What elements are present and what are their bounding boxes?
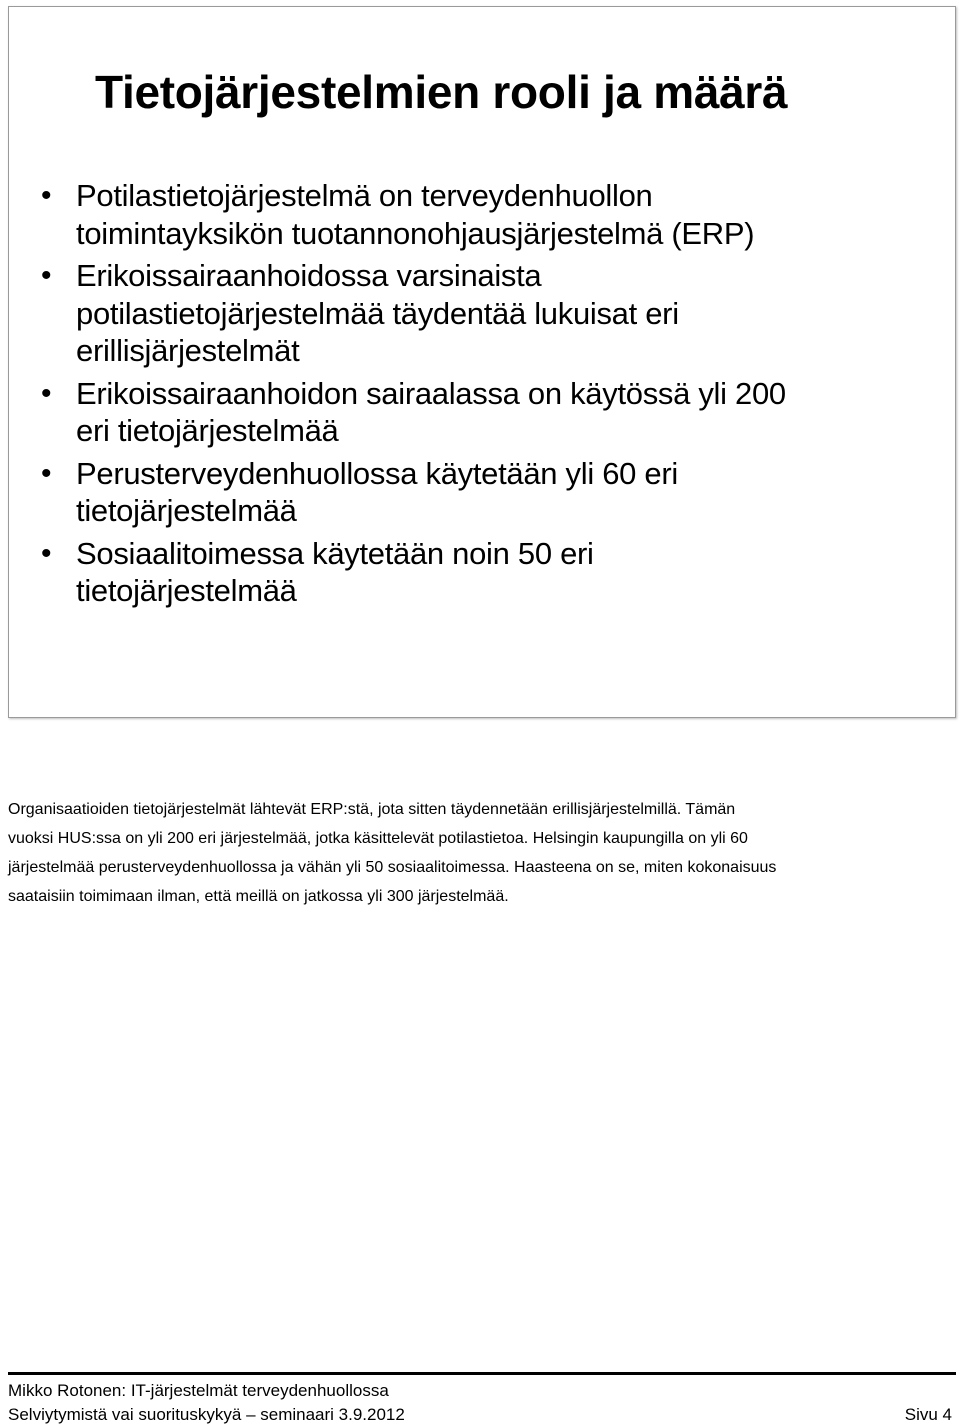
bullet-line: Potilastietojärjestelmä on terveydenhuollon xyxy=(76,178,653,213)
bullet-line: Erikoissairaanhoidon sairaalassa on käytössä yli 200 xyxy=(76,375,786,411)
bullet-line: Erikoissairaanhoidossa varsinaista xyxy=(76,258,542,293)
body-line: järjestelmää perusterveydenhuollossa ja vähän yli 50 sosiaalitoimessa. Haasteena on se, miten kokonaisuus xyxy=(8,859,777,876)
body-paragraph xyxy=(8,795,956,911)
bullet-dot-icon: • xyxy=(41,376,52,410)
bullet-line: tietojärjestelmää xyxy=(76,493,297,528)
footer-divider xyxy=(8,1372,956,1375)
page-footer xyxy=(8,1379,952,1427)
body-line: saataisiin toimimaan ilman, että meillä on jatkossa yli 300 järjestelmää. xyxy=(8,888,509,905)
footer-seminar: Selviytymistä vai suorituskykyä – seminaari 3.9.2012 xyxy=(8,1405,405,1424)
slide-bullet xyxy=(37,455,937,530)
bullet-line: potilastietojärjestelmää täydentää lukuisat eri xyxy=(76,295,679,331)
footer-author-title: Mikko Rotonen: IT-järjestelmät terveydenhuollossa xyxy=(8,1381,389,1400)
bullet-dot-icon: • xyxy=(41,259,52,292)
bullet-dot-icon: • xyxy=(41,456,52,490)
bullet-line: toimintayksikön tuotannonohjausjärjestelmä (ERP) xyxy=(76,215,755,251)
slide-bullet xyxy=(37,257,937,370)
body-line: vuoksi HUS:ssa on yli 200 eri järjestelmää, jotka käsittelevät potilastietoa. Helsingin kaupungilla on yli 60 xyxy=(8,830,748,847)
bullet-dot-icon: • xyxy=(41,536,52,570)
footer-row xyxy=(8,1403,952,1427)
footer-row xyxy=(8,1379,952,1403)
page-number: Sivu 4 xyxy=(904,1405,952,1424)
slide-bullet xyxy=(37,535,937,610)
bullet-line: Perusterveydenhuollossa käytetään yli 60 eri xyxy=(76,455,678,491)
slide-bullet xyxy=(37,375,937,450)
bullet-dot-icon: • xyxy=(41,179,52,212)
slide-title: Tietojärjestelmien rooli ja määrä xyxy=(95,66,788,118)
slide-bullet-list xyxy=(37,177,937,615)
slide-image xyxy=(8,6,956,718)
bullet-line: tietojärjestelmää xyxy=(76,573,297,608)
bullet-line: eri tietojärjestelmää xyxy=(76,413,339,448)
slide-bullet xyxy=(37,177,937,252)
bullet-line: erillisjärjestelmät xyxy=(76,333,300,368)
bullet-line: Sosiaalitoimessa käytetään noin 50 eri xyxy=(76,535,594,571)
body-line: Organisaatioiden tietojärjestelmät lähtevät ERP:stä, jota sitten täydennetään erillisjärjestelmillä. Tämän xyxy=(8,801,736,818)
